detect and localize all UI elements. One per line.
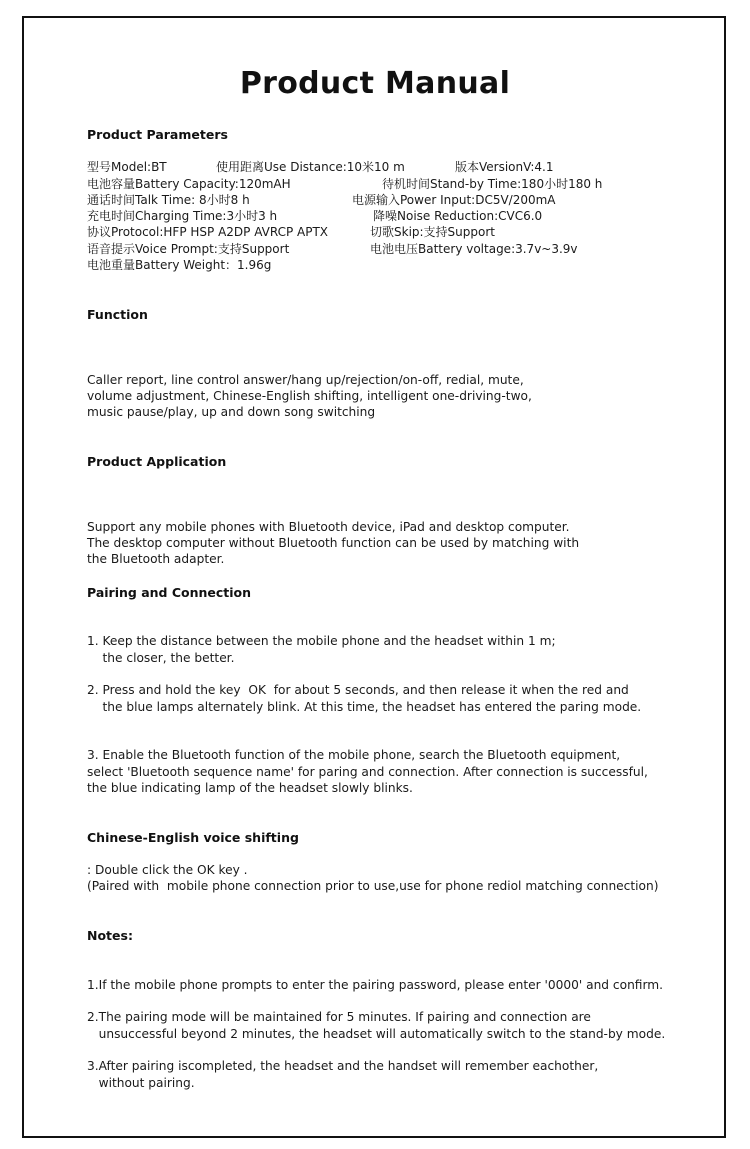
param-battery-voltage: 电池电压Battery voltage:3.7v~3.9v [370,242,578,256]
param-noise-reduction: 降噪Noise Reduction:CVC6.0 [373,209,543,223]
page-title: Product Manual [239,66,511,101]
application-heading: Product Application [87,454,227,469]
function-line: volume adjustment, Chinese-English shifting, intelligent one-driving-two, [87,389,532,403]
param-use-distance: 使用距离Use Distance:10米10 m [216,160,405,174]
pairing-step-3-line: the blue indicating lamp of the headset slowly blinks. [87,781,413,795]
function-line: music pause/play, up and down song switching [87,405,376,419]
param-charging-time: 充电时间Charging Time:3小时3 h [87,209,278,223]
param-battery-capacity: 电池容量Battery Capacity:120mAH [87,177,291,191]
notes-heading: Notes: [87,928,133,943]
note-1-line: 1.If the mobile phone prompts to enter the pairing password, please enter '0000' and confirm. [87,978,664,992]
voice-line: (Paired with mobile phone connection prior to use,use for phone rediol matching connection) [87,879,659,893]
param-standby-time: 待机时间Stand-by Time:180小时180 h [382,177,603,191]
parameters-heading: Product Parameters [87,127,228,142]
pairing-step-1-line: 1. Keep the distance between the mobile phone and the headset within 1 m; [87,634,556,648]
pairing-step-2-line: the blue lamps alternately blink. At this time, the headset has entered the paring mode. [87,700,642,714]
voice-line: : Double click the OK key . [87,863,248,877]
note-3-line: without pairing. [87,1076,195,1090]
param-power-input: 电源输入Power Input:DC5V/200mA [352,193,556,207]
pairing-step-3-line: 3. Enable the Bluetooth function of the mobile phone, search the Bluetooth equipment, [87,748,621,762]
param-model: 型号Model:BT [87,160,167,174]
application-line: Support any mobile phones with Bluetooth device, iPad and desktop computer. [87,520,570,534]
application-line: The desktop computer without Bluetooth function can be used by matching with [87,536,580,550]
param-battery-weight: 电池重量Battery Weight：1.96g [87,258,272,272]
function-line: Caller report, line control answer/hang up/rejection/on-off, redial, mute, [87,373,524,387]
pairing-step-1-line: the closer, the better. [87,651,235,665]
param-voice-prompt: 语音提示Voice Prompt:支持Support [87,242,290,256]
note-3-line: 3.After pairing iscompleted, the headset and the handset will remember eachother, [87,1059,599,1073]
param-skip: 切歌Skip:支持Support [370,225,495,239]
param-version: 版本VersionV:4.1 [455,160,554,174]
pairing-heading: Pairing and Connection [87,585,252,600]
note-2-line: unsuccessful beyond 2 minutes, the headset will automatically switch to the stand-by mode. [87,1027,666,1041]
note-2-line: 2.The pairing mode will be maintained for 5 minutes. If pairing and connection are [87,1010,591,1024]
pairing-step-2-line: 2. Press and hold the key OK for about 5 seconds, and then release it when the red and [87,683,629,697]
voice-heading: Chinese-English voice shifting [87,830,299,845]
param-protocol: 协议Protocol:HFP HSP A2DP AVRCP APTX [87,225,329,239]
function-heading: Function [87,307,148,322]
application-line: the Bluetooth adapter. [87,552,225,566]
pairing-step-3-line: select 'Bluetooth sequence name' for paring and connection. After connection is successful, [87,765,648,779]
param-talk-time: 通话时间Talk Time: 8小时8 h [87,193,250,207]
